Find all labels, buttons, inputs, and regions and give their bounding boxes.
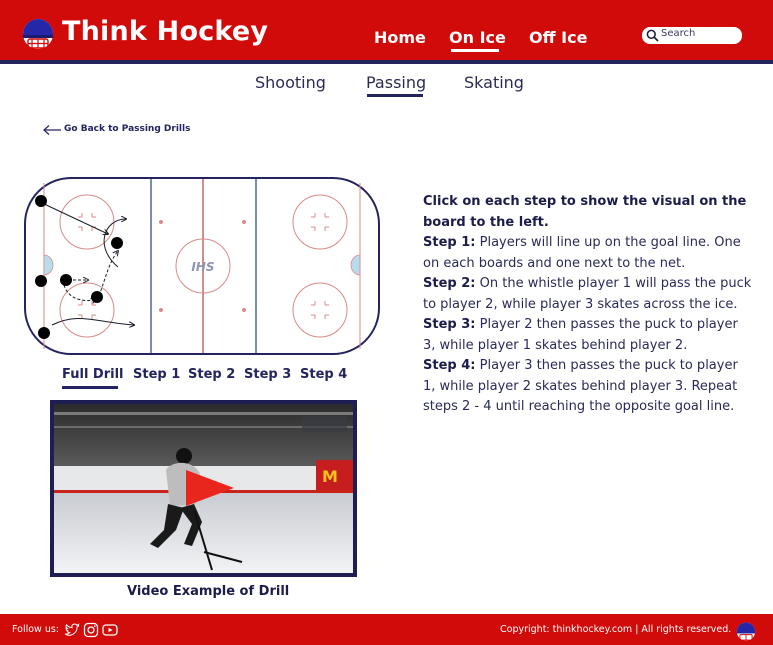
nav-home[interactable]: Home <box>374 28 426 47</box>
search-input[interactable] <box>642 27 742 44</box>
youtube-icon[interactable] <box>102 622 118 638</box>
back-to-passing-drills-link[interactable]: Go Back to Passing Drills <box>64 124 191 134</box>
tab-step-1[interactable]: Step 1 <box>133 367 181 382</box>
instruction-step-text: Player 2 then passes the puck to player 3, while player 1 skates behind player 2. <box>423 317 738 353</box>
tab-step-2[interactable]: Step 2 <box>188 367 236 382</box>
search-icon <box>646 29 659 42</box>
instruction-step-3 <box>423 315 753 356</box>
drill-video-player[interactable] <box>50 400 357 577</box>
video-caption: Video Example of Drill <box>127 584 290 599</box>
brand-title[interactable]: Think Hockey <box>62 16 269 47</box>
svg-text:M: M <box>322 467 338 486</box>
rink-diagram <box>24 177 380 355</box>
instruction-step-label: Step 3: <box>423 317 476 332</box>
instruction-step-4 <box>423 356 753 418</box>
step-active-indicator <box>62 386 118 389</box>
tab-full-drill[interactable]: Full Drill <box>62 367 124 382</box>
site-header <box>0 0 773 60</box>
subnav-skating[interactable]: Skating <box>464 73 524 92</box>
instagram-icon[interactable] <box>83 622 99 638</box>
drill-instructions <box>423 192 753 418</box>
helmet-logo-icon[interactable] <box>20 15 56 51</box>
follow-us-label: Follow us: <box>12 624 59 635</box>
instruction-step-text: Player 3 then passes the puck to player 1, while player 2 skates behind player 3. Repeat steps 2 - 4 until reaching the opposite goal line. <box>423 358 738 414</box>
instructions-intro: Click on each step to show the visual on the board to the left. <box>423 194 747 230</box>
tab-step-4[interactable]: Step 4 <box>300 367 348 382</box>
header-divider <box>0 60 773 64</box>
search-placeholder: Search <box>661 28 696 39</box>
instruction-step-1 <box>423 233 753 274</box>
instruction-step-label: Step 4: <box>423 358 476 373</box>
nav-off-ice[interactable]: Off Ice <box>529 28 588 47</box>
instruction-step-2 <box>423 274 753 315</box>
tab-step-3[interactable]: Step 3 <box>244 367 292 382</box>
subnav-passing[interactable]: Passing <box>366 73 427 92</box>
nav-active-indicator <box>451 49 499 52</box>
play-icon[interactable] <box>182 468 238 508</box>
instruction-step-label: Step 1: <box>423 235 476 250</box>
twitter-icon[interactable] <box>64 622 80 638</box>
back-arrow-icon[interactable] <box>42 124 62 136</box>
site-footer <box>0 614 773 645</box>
rink-logo-text: IHS <box>191 260 215 274</box>
instruction-step-text: Players will line up on the goal line. One on each boards and one next to the net. <box>423 235 741 271</box>
copyright-text: Copyright: thinkhockey.com | All rights reserved. <box>500 624 732 635</box>
subnav-shooting[interactable]: Shooting <box>255 73 326 92</box>
subnav-active-indicator <box>367 94 423 97</box>
instruction-step-text: On the whistle player 1 will pass the puck to player 2, while player 3 skates across the ice. <box>423 276 752 312</box>
nav-on-ice[interactable]: On Ice <box>449 28 506 47</box>
instruction-step-label: Step 2: <box>423 276 476 291</box>
helmet-logo-icon <box>735 620 757 642</box>
